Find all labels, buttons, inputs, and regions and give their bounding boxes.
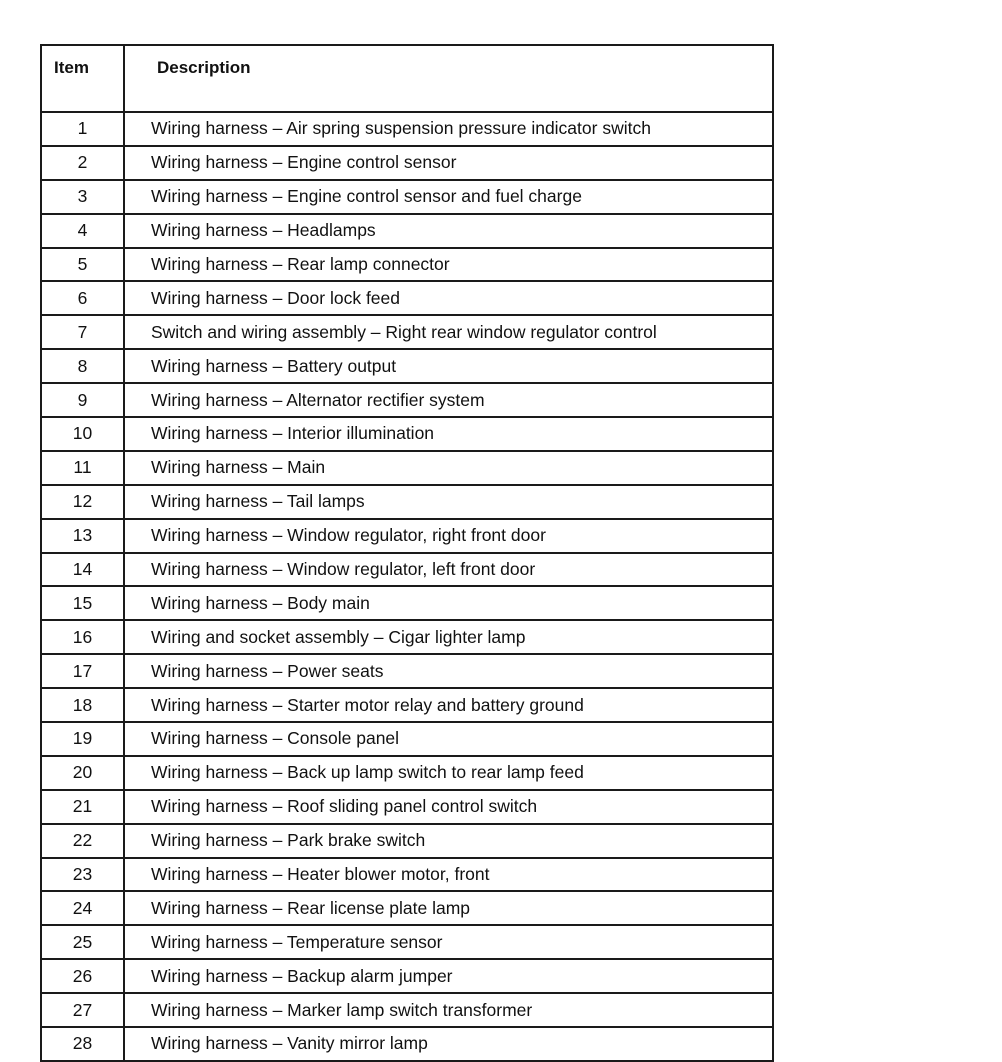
item-number: 10 [41,417,124,451]
item-description: Wiring harness – Headlamps [124,214,773,248]
item-description: Wiring harness – Starter motor relay and battery ground [124,688,773,722]
item-description: Wiring harness – Temperature sensor [124,925,773,959]
table-row [41,722,773,756]
table-row [41,858,773,892]
item-description: Wiring harness – Window regulator, left front door [124,553,773,587]
item-description: Wiring harness – Rear lamp connector [124,248,773,282]
item-number: 12 [41,485,124,519]
item-description: Wiring harness – Heater blower motor, front [124,858,773,892]
item-description: Switch and wiring assembly – Right rear window regulator control [124,315,773,349]
table-row [41,586,773,620]
item-number: 14 [41,553,124,587]
table-row [41,756,773,790]
item-description: Wiring harness – Door lock feed [124,281,773,315]
item-column-header: Item [41,45,124,112]
table-row [41,688,773,722]
table-row [41,620,773,654]
item-number: 1 [41,112,124,146]
item-description: Wiring harness – Back up lamp switch to rear lamp feed [124,756,773,790]
table-row [41,281,773,315]
table-row [41,553,773,587]
item-description: Wiring harness – Engine control sensor [124,146,773,180]
item-number: 7 [41,315,124,349]
item-number: 26 [41,959,124,993]
item-description: Wiring harness – Body main [124,586,773,620]
item-number: 25 [41,925,124,959]
item-description: Wiring harness – Rear license plate lamp [124,891,773,925]
item-description: Wiring harness – Main [124,451,773,485]
table-row [41,315,773,349]
table-row [41,891,773,925]
item-number: 27 [41,993,124,1027]
table-row [41,383,773,417]
item-description: Wiring harness – Window regulator, right front door [124,519,773,553]
item-number: 23 [41,858,124,892]
item-number: 16 [41,620,124,654]
item-number: 20 [41,756,124,790]
item-number: 18 [41,688,124,722]
item-number: 13 [41,519,124,553]
description-column-header: Description [124,45,773,112]
item-number: 17 [41,654,124,688]
table-row [41,824,773,858]
table-row [41,790,773,824]
table-row [41,654,773,688]
item-number: 2 [41,146,124,180]
table-row [41,248,773,282]
item-number: 6 [41,281,124,315]
item-number: 19 [41,722,124,756]
wiring-harness-table [40,44,774,1062]
item-description: Wiring harness – Vanity mirror lamp [124,1027,773,1061]
item-number: 22 [41,824,124,858]
item-description: Wiring harness – Park brake switch [124,824,773,858]
item-description: Wiring harness – Interior illumination [124,417,773,451]
item-number: 24 [41,891,124,925]
table-row [41,349,773,383]
item-description: Wiring harness – Tail lamps [124,485,773,519]
table-row [41,112,773,146]
table-row [41,485,773,519]
table-row [41,519,773,553]
table-row [41,214,773,248]
item-number: 3 [41,180,124,214]
item-description: Wiring harness – Engine control sensor and fuel charge [124,180,773,214]
item-description: Wiring harness – Air spring suspension pressure indicator switch [124,112,773,146]
item-description: Wiring harness – Alternator rectifier system [124,383,773,417]
item-number: 11 [41,451,124,485]
item-description: Wiring harness – Backup alarm jumper [124,959,773,993]
table-row [41,146,773,180]
item-number: 8 [41,349,124,383]
table-row [41,180,773,214]
header-row [41,45,773,112]
item-description: Wiring and socket assembly – Cigar lighter lamp [124,620,773,654]
item-number: 4 [41,214,124,248]
item-number: 28 [41,1027,124,1061]
item-description: Wiring harness – Power seats [124,654,773,688]
item-number: 21 [41,790,124,824]
item-number: 9 [41,383,124,417]
item-description: Wiring harness – Roof sliding panel control switch [124,790,773,824]
item-number: 5 [41,248,124,282]
table-row [41,993,773,1027]
item-number: 15 [41,586,124,620]
item-description: Wiring harness – Console panel [124,722,773,756]
table-row [41,451,773,485]
item-description: Wiring harness – Battery output [124,349,773,383]
table-row [41,959,773,993]
table-row [41,417,773,451]
item-description: Wiring harness – Marker lamp switch transformer [124,993,773,1027]
table-row [41,925,773,959]
